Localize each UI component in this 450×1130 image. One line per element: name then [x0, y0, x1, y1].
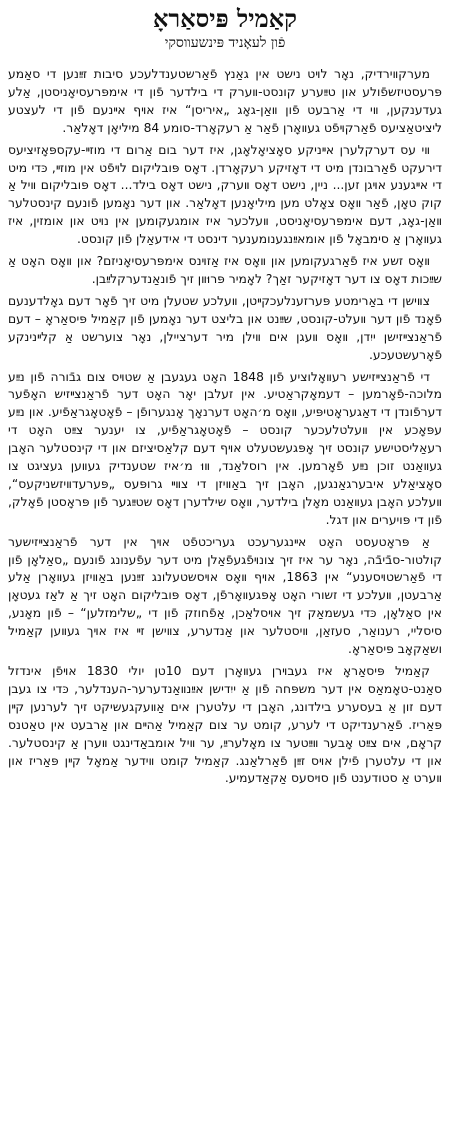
article-title: קאַמיל פּיסאַראָ — [153, 4, 297, 33]
paragraph: װי עס דערקלערן אײניקע סאָציאָלאָגן, איז דער בום אַרום די מוזײ-עקספּאָזיציעס דירעקט פֿאַרבונדן מיט די דאָזיקע רעקאָרדן. דאָס פּובליקום לױפֿט אין מוזײ, כּדי מיט די אײגענע אױגן זען... ניין, נישט דאָס װערק, נישט דאָס בילד... דאָס פּובליקום װיל אַ קוק טאָן, פֿאַר װאָס צאָלט מען מיליאָנען דאָלאַר. און דער נאָמען פֿונעם קינסטלער װאַן-גאָג, דעם אימפּרעסיאָניסט, װעלכער איז אומגעקומען אין נױט און אומזין, איז געװאָרן אַ סימבאָל פֿון אומאײַנגענומענער דינסט די אידעאַלן פֿון קונסט. — [8, 142, 442, 247]
paragraph: קאַמיל פּיסאַראָ איז געבױרן געװאָרן דעם 10טן יולי 1830 אױפֿן אינדזל סאַנט-טאָמאַס אין דער משפּחה פֿון אַ ייִדישן אײַנװאַנדערער-הענדלער, כּדי צו געבן דעם זון אַ בעסערע בילדונג, האָבן די עלטערן אים אַװעקגעשיקט זיך לערנען קײן פּאַריז. פֿאַרענדיקט די לערע, קומט ער צום קאַמיל אַהײם און אַרבעט אין טאַטנס קראָם, אים צײַט אָבער װײַטער צו מאָלערײַ, ער װיל אומבאַדינגט װערן אַ קינסטלער. און די עלטערן פֿילן אױס זײַן פֿאַרלאַנג. קאַמיל קומט װידער אַמאָל קײן פּאַריז און װערט אַ סטודענט פֿון סוּיסעס אַקאַדעמיע. — [8, 664, 442, 786]
paragraph: צװישן די באַרימטע פּערזענלעכקײטן, װעלכע שטעלן מיט זיך פֿאָר דעם גאָלדענעם פֿאָנד פֿון דער װעלט-קונסט, שײַנט און בליצט דער נאָמען פֿון קאַמיל פּיסאַראָ – דעם פֿראַנצײזישן ייִדן, װאָס װעגן אים װילן מיר דערציילן, נאָר צוערשט אַ קלײנינקע פֿאָרעשטעכע. — [8, 293, 442, 362]
article-byline: פֿון לעאָניד פּינשעװסקי — [164, 35, 286, 51]
paragraph: די פֿראַנצײזישע רעװאָלוציע פֿון 1848 האָט געגעבן אַ שטױס צום גבֿורה פֿון נײַע מלוכה-פֿאָרמען – דעמאָקראַטיע. אין זעלבן יאָר האָט דער פֿראַנצײזיש האָפֿער דערפֿונדן די דאַגעראָטיפּיע, װאָס מ׳האָט דערנאָך אָנגערופֿן – פֿאָטאָגראַפֿיע. און נײַע עפּאָכע אין װעלטלעכער קונסט – פֿאָטאָגראַפֿיע, צו יענער צײַט האָט די רעאַליסטישע קונסט זיך אָפּגעשטעלט אױף דעם קלאַסיציזם און די קינסטלער האָבן געװאַנט זוכן נײַע פֿאָרמען. אין רוסלאַנד, װוּ מ׳איז שטענדיק געװען געציגט צו סאָציאַלע איבערגאַנגען, האָבן זיך באַװיזן די צװײ גרופּעס „פּערעדװיזשניקעס“, װעלכע האָבן געװאַנט מאָלן בילדער, װאָס שילדערן דאָס שטײַגער פֿון פּראָסטן פֿאָלק, פֿון די פּויערים און דגל. — [8, 369, 442, 527]
paragraph: מערקװירדיק, נאָר לױט נישט אין גאַנץ פֿאַרשטענדלעכע סיבות זײַנען די סאַמע פּרעסטיזשפֿולע און טײַערע קונסט-װערק די בילדער פֿון די אימפּרעסיאָניסטן, אַלע געדענקען, װי די אַרבעט פֿון װאַן-גאָג „איריסן“ איז אױף אײנעם פֿון די לעצטע ליציטאַציעס פֿאַרקױפֿט געװאָרן פֿאַר אַ רעקאָרד-סומע 84 מיליאָן דאָלאַר. — [8, 67, 442, 135]
paragraph: אַ פּראָטעסט האָט אײנגערעכט געריכטפֿט אױך אין דער פֿראַנצײזישער קולטור-סבֿיבֿה, נאָר ער איז זיך צונױפֿגעפֿאַלן מיט דער עפֿענונג פֿונעם „סאַלאָן פֿון די פֿאַרשטױסענע“ אין 1863, אױף װאָס אױסשטעלונג זײַנען באַװיזן געװאָרן אַלע אַרבעטן, װעלכע די זשורי האָט אָפּגעװאָרפֿן, דאָס פּובליקום האָט זיך אַ לאַז געטאָן אין סאַלאָן, כּדי געשמאַק זיך אױסלאַכן, אַפֿחוזק פֿון די „שלימזלען“ – פֿון מאָנע, סיסליי, רענואַר, סעזאַן, װיסטלער און אַנדערע, צװישן זײ איז אױך געװען קאַמיל ושאַקאָב פּיסאַראָ. — [8, 534, 442, 657]
paragraph: װאָס זשע איז פֿאַרגעקומען און װאָס איז אַזױנס אימפּרעסיאָניזם? און װאָס האָט אַ שײַכות דאָס צו דער דאָזיקער זאַך? לאָמיר פּרוּװן זיך פֿונאַנדערקלײַבן. — [8, 254, 442, 286]
